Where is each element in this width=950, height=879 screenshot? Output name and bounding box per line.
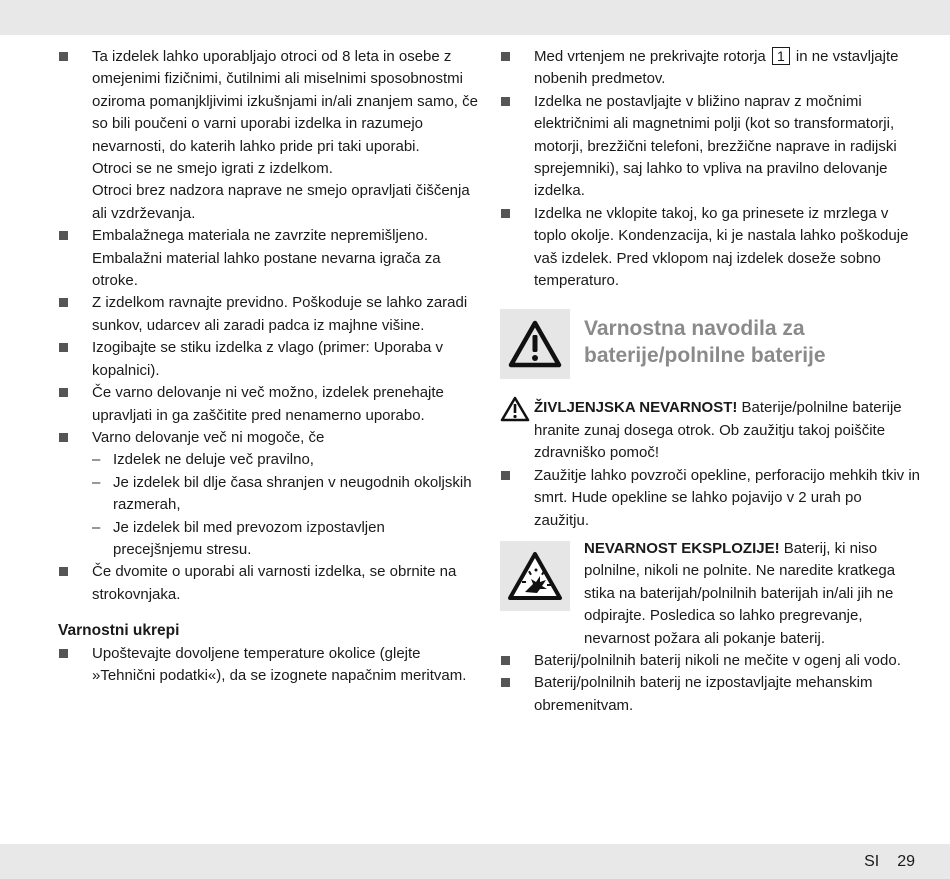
warning-triangle-icon	[500, 396, 530, 429]
battery-safety-header	[500, 309, 920, 383]
list-item-text: Med vrtenjem ne prekrivajte rotorja	[534, 48, 766, 65]
list-item-text: Upoštevajte dovoljene temperature okolice (glejte »Tehnični podatki«), da se izognete napačnim meritvam.	[92, 644, 467, 684]
list-item-text: Baterij/polnilnih baterij nikoli ne mečite v ogenj ali vodo.	[534, 651, 901, 669]
safety-measures-list	[58, 643, 478, 688]
list-item	[500, 650, 920, 672]
list-item-text: Baterij/polnilnih baterij ne izpostavljajte mehanskim obremenitvam.	[534, 674, 873, 714]
list-item-text: Otroci brez nadzora naprave ne smejo opravljati čiščenja ali vzdrževanja.	[92, 182, 470, 222]
life-danger-warning	[500, 397, 920, 464]
list-item-text: Če varno delovanje ni več možno, izdelek prenehajte upravljati in ga zaščitite pred nenamerno uporabo.	[92, 384, 444, 424]
sub-list-item: – Je izdelek bil dlje časa shranjen v neugodnih okoljskih razmerah,	[92, 472, 478, 517]
safety-list-continued	[500, 46, 920, 292]
list-item	[58, 337, 478, 382]
page-footer	[864, 853, 915, 871]
battery-list	[500, 650, 920, 717]
language-code: SI	[864, 853, 880, 870]
danger-text: Baterije/polnilne baterije hranite zunaj dosega otrok. Ob zaužitju takoj poiščite zdravniško pomoč!	[534, 399, 902, 462]
list-item-text: Embalažnega materiala ne zavrzite nepremišljeno.	[92, 227, 429, 245]
list-item-text: Če dvomite o uporabi ali varnosti izdelka, se obrnite na strokovnjaka.	[92, 563, 457, 603]
list-item	[500, 465, 920, 532]
sub-list-item: – Je izdelek bil med prevozom izpostavljen precejšnjemu stresu.	[92, 517, 478, 562]
footer-bar	[0, 844, 950, 879]
explosion-hazard-icon	[500, 541, 570, 611]
right-column	[500, 46, 920, 717]
list-item	[58, 382, 478, 427]
sub-list	[92, 449, 478, 561]
list-item-text: Zaužitje lahko povzroči opekline, perforacijo mehkih tkiv in smrt. Hude opekline se lahko pojavijo v 2 urah po zaužitju.	[534, 466, 921, 529]
list-item	[500, 203, 920, 293]
list-item	[58, 643, 478, 688]
list-item	[58, 225, 478, 292]
list-item-text: Varno delovanje več ni mogoče, če	[92, 428, 325, 446]
warning-triangle-icon	[500, 309, 570, 379]
list-item-text: Embalažni material lahko postane nevarna igrača za otroke.	[92, 249, 441, 290]
sub-list-item: – Izdelek ne deluje več pravilno,	[92, 449, 478, 471]
left-column	[58, 46, 478, 687]
list-item	[58, 46, 478, 225]
page-number: 29	[897, 853, 915, 870]
list-item-text: Z izdelkom ravnajte previdno. Poškoduje se lahko zaradi sunkov, udarcev ali zaradi padca iz majhne višine.	[92, 294, 468, 334]
top-bar	[0, 0, 950, 35]
list-item-text: Otroci se ne smejo igrati z izdelkom.	[92, 160, 333, 178]
list-item-text: Izdelka ne postavljajte v bližino naprav z močnimi električnimi ali magnetnimi polji (kot so transformatorji, motorji, brezžični telefoni, brezžične naprave in radijski sprejemniki), saj lahko to vpliva na pravilno delovanje izdelka.	[534, 92, 897, 200]
part-reference-box: 1	[772, 47, 790, 65]
swallow-warning-list	[500, 465, 920, 532]
danger-label: ŽIVLJENJSKA NEVARNOST!	[534, 399, 738, 417]
list-item	[58, 292, 478, 337]
list-item	[500, 91, 920, 203]
list-item-text: Ta izdelek lahko uporabljajo otroci od 8 leta in osebe z omejenimi fizičnimi, čutilnimi ali miselnimi sposobnostmi oziroma pomanjkljivimi izkušnjami in/ali znanjem samo, če so bili poučeni o varni uporabi izdelka in razumejo nevarnosti, do katerih lahko pride pri taki uporabi.	[92, 48, 478, 155]
list-item	[500, 672, 920, 717]
explosion-text: Baterij, ki niso polnilne, nikoli ne polnite. Ne naredite kratkega stika na baterijah/polnilnih baterijah in/ali jih ne odpirajte. Posledica so lahko pregrevanje, nevarnost požara ali pokanje baterij.	[584, 539, 896, 647]
list-item	[58, 427, 478, 561]
list-item-text: Izdelka ne vklopite takoj, ko ga prinesete iz mrzlega v toplo okolje. Kondenzacija, ki je nastala lahko poškoduje vaš izdelek. Pred vklopom naj izdelek doseže sobno temperaturo.	[534, 204, 909, 290]
section-heading-safety-measures: Varnostni ukrepi	[58, 622, 180, 640]
safety-list-general	[58, 46, 478, 606]
explosion-label: NEVARNOST EKSPLOZIJE!	[584, 539, 780, 557]
list-item-text: Izogibajte se stiku izdelka z vlago (primer: Uporaba v kopalnici).	[92, 339, 443, 379]
list-item	[500, 46, 920, 91]
list-item	[58, 561, 478, 606]
list-item-text: in ne vstavljajte nobenih predmetov.	[534, 48, 899, 88]
battery-safety-heading: Varnostna navodila za baterije/polnilne baterije	[584, 317, 826, 368]
explosion-warning	[500, 538, 920, 650]
